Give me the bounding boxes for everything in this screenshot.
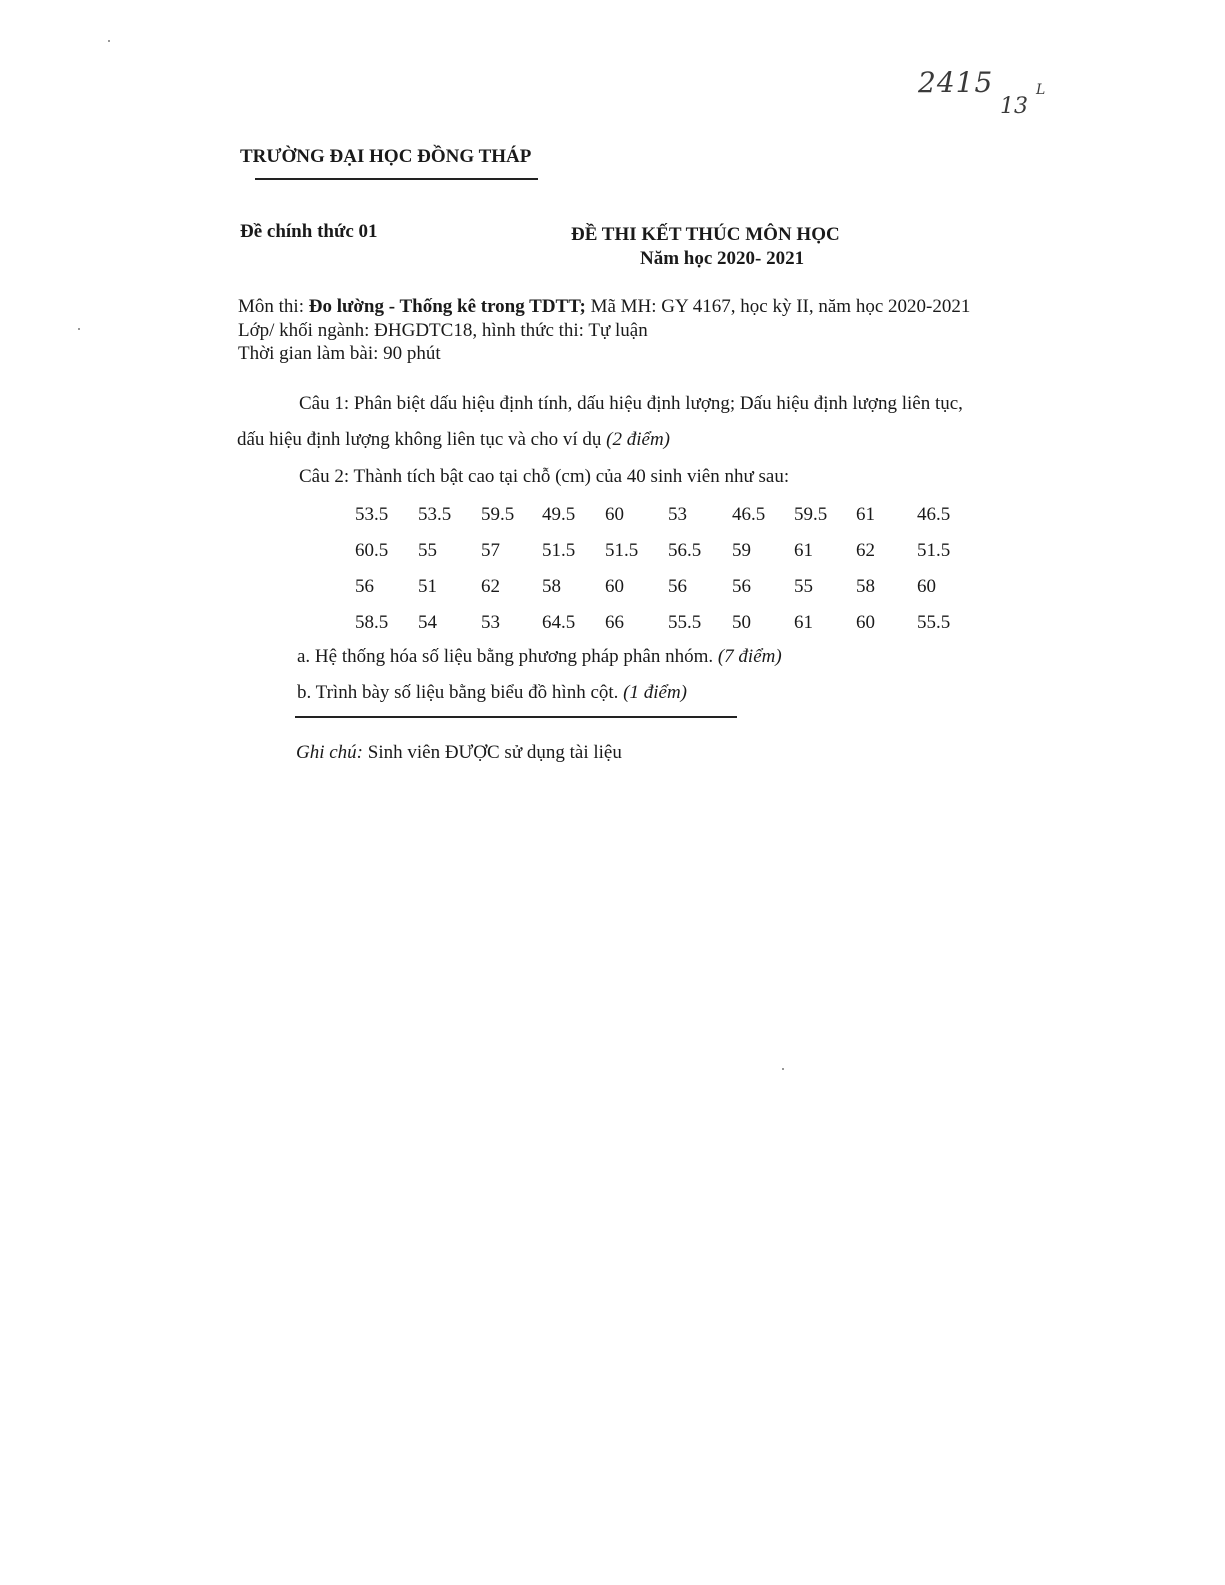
scan-speck bbox=[782, 1068, 784, 1070]
table-cell: 53 bbox=[481, 612, 500, 633]
handwritten-mark-number: 13 bbox=[1000, 94, 1028, 119]
question-1-line-1: Câu 1: Phân biệt dấu hiệu định tính, dấu hiệu định lượng; Dấu hiệu định lượng liên tục, bbox=[299, 393, 963, 414]
table-cell: 51.5 bbox=[542, 540, 576, 561]
exam-academic-year: Năm học 2020- 2021 bbox=[640, 248, 805, 269]
official-exam-code: Đề chính thức 01 bbox=[240, 221, 378, 242]
table-cell: 60 bbox=[605, 504, 624, 525]
table-cell: 54 bbox=[418, 612, 437, 633]
table-cell: 53 bbox=[668, 504, 687, 525]
table-cell: 61 bbox=[856, 504, 875, 525]
table-cell: 62 bbox=[481, 576, 500, 597]
school-underline-divider bbox=[255, 178, 538, 180]
table-cell: 59 bbox=[732, 540, 751, 561]
part-a-text: a. Hệ thống hóa số liệu bằng phương pháp phân nhóm. bbox=[297, 646, 718, 667]
table-cell: 53.5 bbox=[355, 504, 389, 525]
time-line: Thời gian làm bài: 90 phút bbox=[238, 343, 441, 364]
table-cell: 51.5 bbox=[917, 540, 951, 561]
table-cell: 59.5 bbox=[794, 504, 828, 525]
end-divider bbox=[295, 716, 737, 718]
question-1-text: dấu hiệu định lượng không liên tục và cho ví dụ bbox=[237, 429, 607, 450]
table-cell: 60 bbox=[856, 612, 875, 633]
table-row bbox=[355, 605, 977, 641]
part-b-points: (1 điểm) bbox=[623, 682, 687, 703]
table-cell: 55 bbox=[794, 576, 813, 597]
table-cell: 58 bbox=[856, 576, 875, 597]
table-cell: 46.5 bbox=[732, 504, 766, 525]
exam-title: ĐỀ THI KẾT THÚC MÔN HỌC bbox=[571, 224, 840, 245]
note-label: Ghi chú: bbox=[296, 742, 364, 763]
school-name: TRƯỜNG ĐẠI HỌC ĐỒNG THÁP bbox=[240, 146, 532, 167]
subject-line bbox=[238, 296, 970, 318]
table-cell: 56.5 bbox=[668, 540, 702, 561]
data-table-body bbox=[355, 497, 977, 641]
handwritten-mark-count: 2415 bbox=[918, 66, 994, 99]
jump-height-data-table bbox=[355, 497, 977, 641]
scan-speck bbox=[108, 40, 110, 42]
table-cell: 59.5 bbox=[481, 504, 515, 525]
table-cell: 56 bbox=[668, 576, 687, 597]
table-cell: 51.5 bbox=[605, 540, 639, 561]
question-2-intro: Câu 2: Thành tích bật cao tại chỗ (cm) của 40 sinh viên như sau: bbox=[299, 466, 790, 487]
subject-details: Mã MH: GY 4167, học kỳ II, năm học 2020-2021 bbox=[585, 296, 971, 317]
table-cell: 60.5 bbox=[355, 540, 389, 561]
part-b-text: b. Trình bày số liệu bằng biểu đồ hình cột. bbox=[297, 682, 624, 703]
table-cell: 46.5 bbox=[917, 504, 951, 525]
table-cell: 66 bbox=[605, 612, 624, 633]
table-cell: 61 bbox=[794, 540, 813, 561]
table-cell: 58.5 bbox=[355, 612, 389, 633]
table-cell: 60 bbox=[605, 576, 624, 597]
table-row bbox=[355, 569, 977, 605]
table-cell: 55.5 bbox=[917, 612, 951, 633]
question-1-points: (2 điểm) bbox=[606, 429, 670, 450]
class-line: Lớp/ khối ngành: ĐHGDTC18, hình thức thi: Tự luận bbox=[238, 320, 648, 341]
note-line bbox=[296, 742, 622, 764]
table-row bbox=[355, 533, 977, 569]
question-2-part-b bbox=[297, 682, 687, 704]
handwritten-mark-letter: L bbox=[1036, 82, 1046, 98]
note-text: Sinh viên ĐƯỢC sử dụng tài liệu bbox=[363, 742, 622, 763]
table-cell: 58 bbox=[542, 576, 561, 597]
table-cell: 57 bbox=[481, 540, 500, 561]
table-row bbox=[355, 497, 977, 533]
table-cell: 56 bbox=[355, 576, 374, 597]
table-cell: 62 bbox=[856, 540, 875, 561]
table-cell: 55.5 bbox=[668, 612, 702, 633]
table-cell: 56 bbox=[732, 576, 751, 597]
part-a-points: (7 điểm) bbox=[717, 646, 782, 667]
table-cell: 61 bbox=[794, 612, 813, 633]
table-cell: 49.5 bbox=[542, 504, 576, 525]
table-cell: 50 bbox=[732, 612, 751, 633]
table-cell: 51 bbox=[418, 576, 437, 597]
table-cell: 55 bbox=[418, 540, 437, 561]
table-cell: 53.5 bbox=[418, 504, 452, 525]
table-cell: 60 bbox=[917, 576, 936, 597]
subject-label: Môn thi: bbox=[238, 296, 309, 317]
scan-speck bbox=[78, 328, 80, 330]
subject-name: Đo lường - Thống kê trong TDTT; bbox=[308, 296, 586, 317]
question-1-line-2 bbox=[237, 429, 670, 451]
question-2-part-a bbox=[297, 646, 782, 668]
table-cell: 64.5 bbox=[542, 612, 576, 633]
